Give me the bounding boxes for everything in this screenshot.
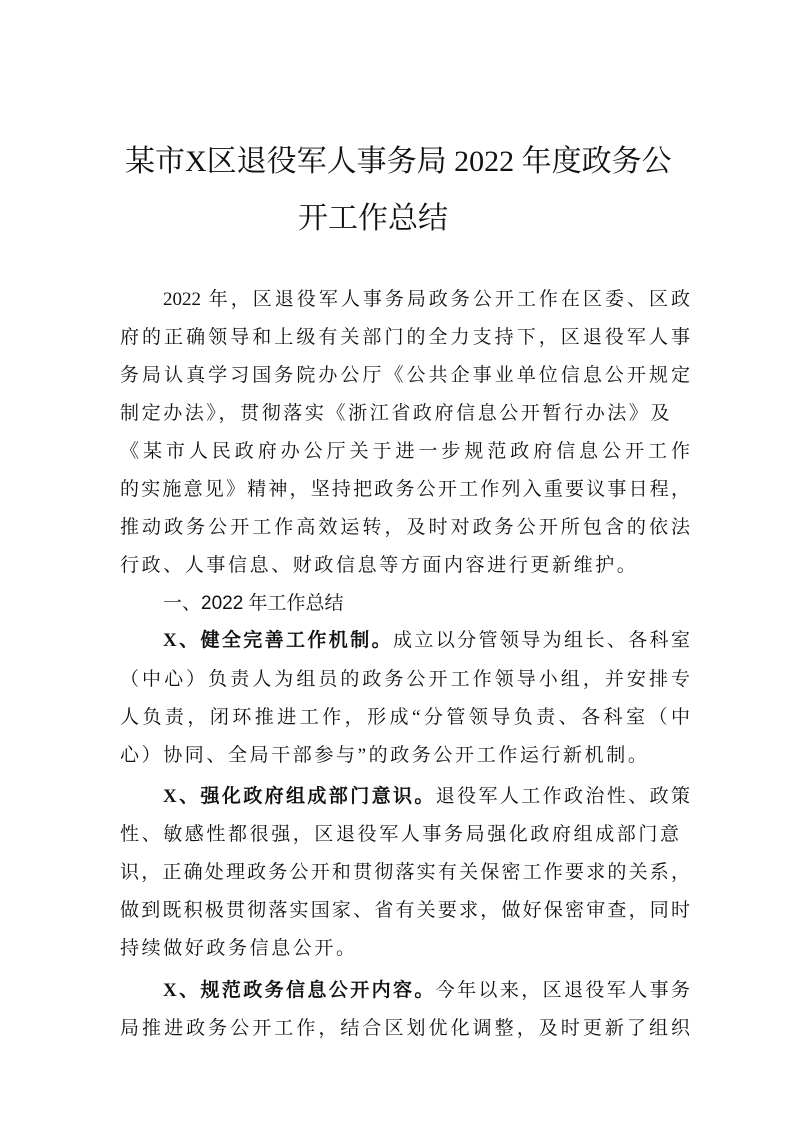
item-3-text: 今年以来，区退役军人事务: [435, 980, 690, 1001]
item-2-heading: X、强化政府组成部门意识。: [163, 786, 436, 807]
item-2-first-line: [163, 781, 690, 808]
intro-line: 行政、人事信息、财政信息等方面内容进行更新维护。: [120, 555, 639, 576]
intro-line: 的实施意见》精神，坚持把政务公开工作列入重要议事日程，: [120, 479, 690, 500]
section-heading: 一、2022 年工作总结: [163, 593, 344, 614]
intro-line: 务局认真学习国务院办公厅《公共企事业单位信息公开规定: [120, 365, 690, 386]
item-1-text: 成立以分管领导为组长、各科室: [392, 630, 690, 651]
item-2-line: 识，正确处理政务公开和贯彻落实有关保密工作要求的关系，: [120, 862, 690, 883]
intro-line: 《某市人民政府办公厅关于进一步规范政府信息公开工作: [120, 441, 690, 462]
intro-line: 制定办法》，贯彻落实《浙江省政府信息公开暂行办法》及: [120, 403, 673, 424]
item-1-first-line: [163, 625, 690, 652]
item-3-first-line: [163, 975, 690, 1002]
item-3-heading: X、规范政务信息公开内容。: [163, 980, 436, 1001]
item-1-line: 人负责，闭环推进工作，形成“分管领导负责、各科室（中: [120, 707, 690, 728]
intro-line: 府的正确领导和上级有关部门的全力支持下，区退役军人事: [120, 327, 690, 348]
title-line-1: 某市X区退役军人事务局 2022 年度政务公: [125, 145, 672, 178]
item-1-heading: X、健全完善工作机制。: [163, 630, 393, 651]
intro-line: 推动政务公开工作高效运转，及时对政务公开所包含的依法: [120, 517, 690, 538]
item-2-line: 做到既积极贯彻落实国家、省有关要求，做好保密审查，同时: [120, 900, 690, 921]
item-1-line: 心）协同、全局干部参与”的政务公开工作运行新机制。: [120, 745, 650, 766]
item-2-line: 性、敏感性都很强，区退役军人事务局强化政府组成部门意: [120, 824, 682, 845]
intro-line: 2022 年，区退役军人事务局政务公开工作在区委、区政: [163, 289, 690, 310]
item-1-line: （中心）负责人为组员的政务公开工作领导小组，并安排专: [120, 669, 690, 690]
item-2-text: 退役军人工作政治性、政策: [435, 786, 690, 807]
item-2-line: 持续做好政务信息公开。: [120, 938, 358, 959]
title-line-2: 开工作总结: [298, 202, 448, 235]
item-3-line: 局推进政务公开工作，结合区划优化调整，及时更新了组织: [120, 1018, 690, 1039]
